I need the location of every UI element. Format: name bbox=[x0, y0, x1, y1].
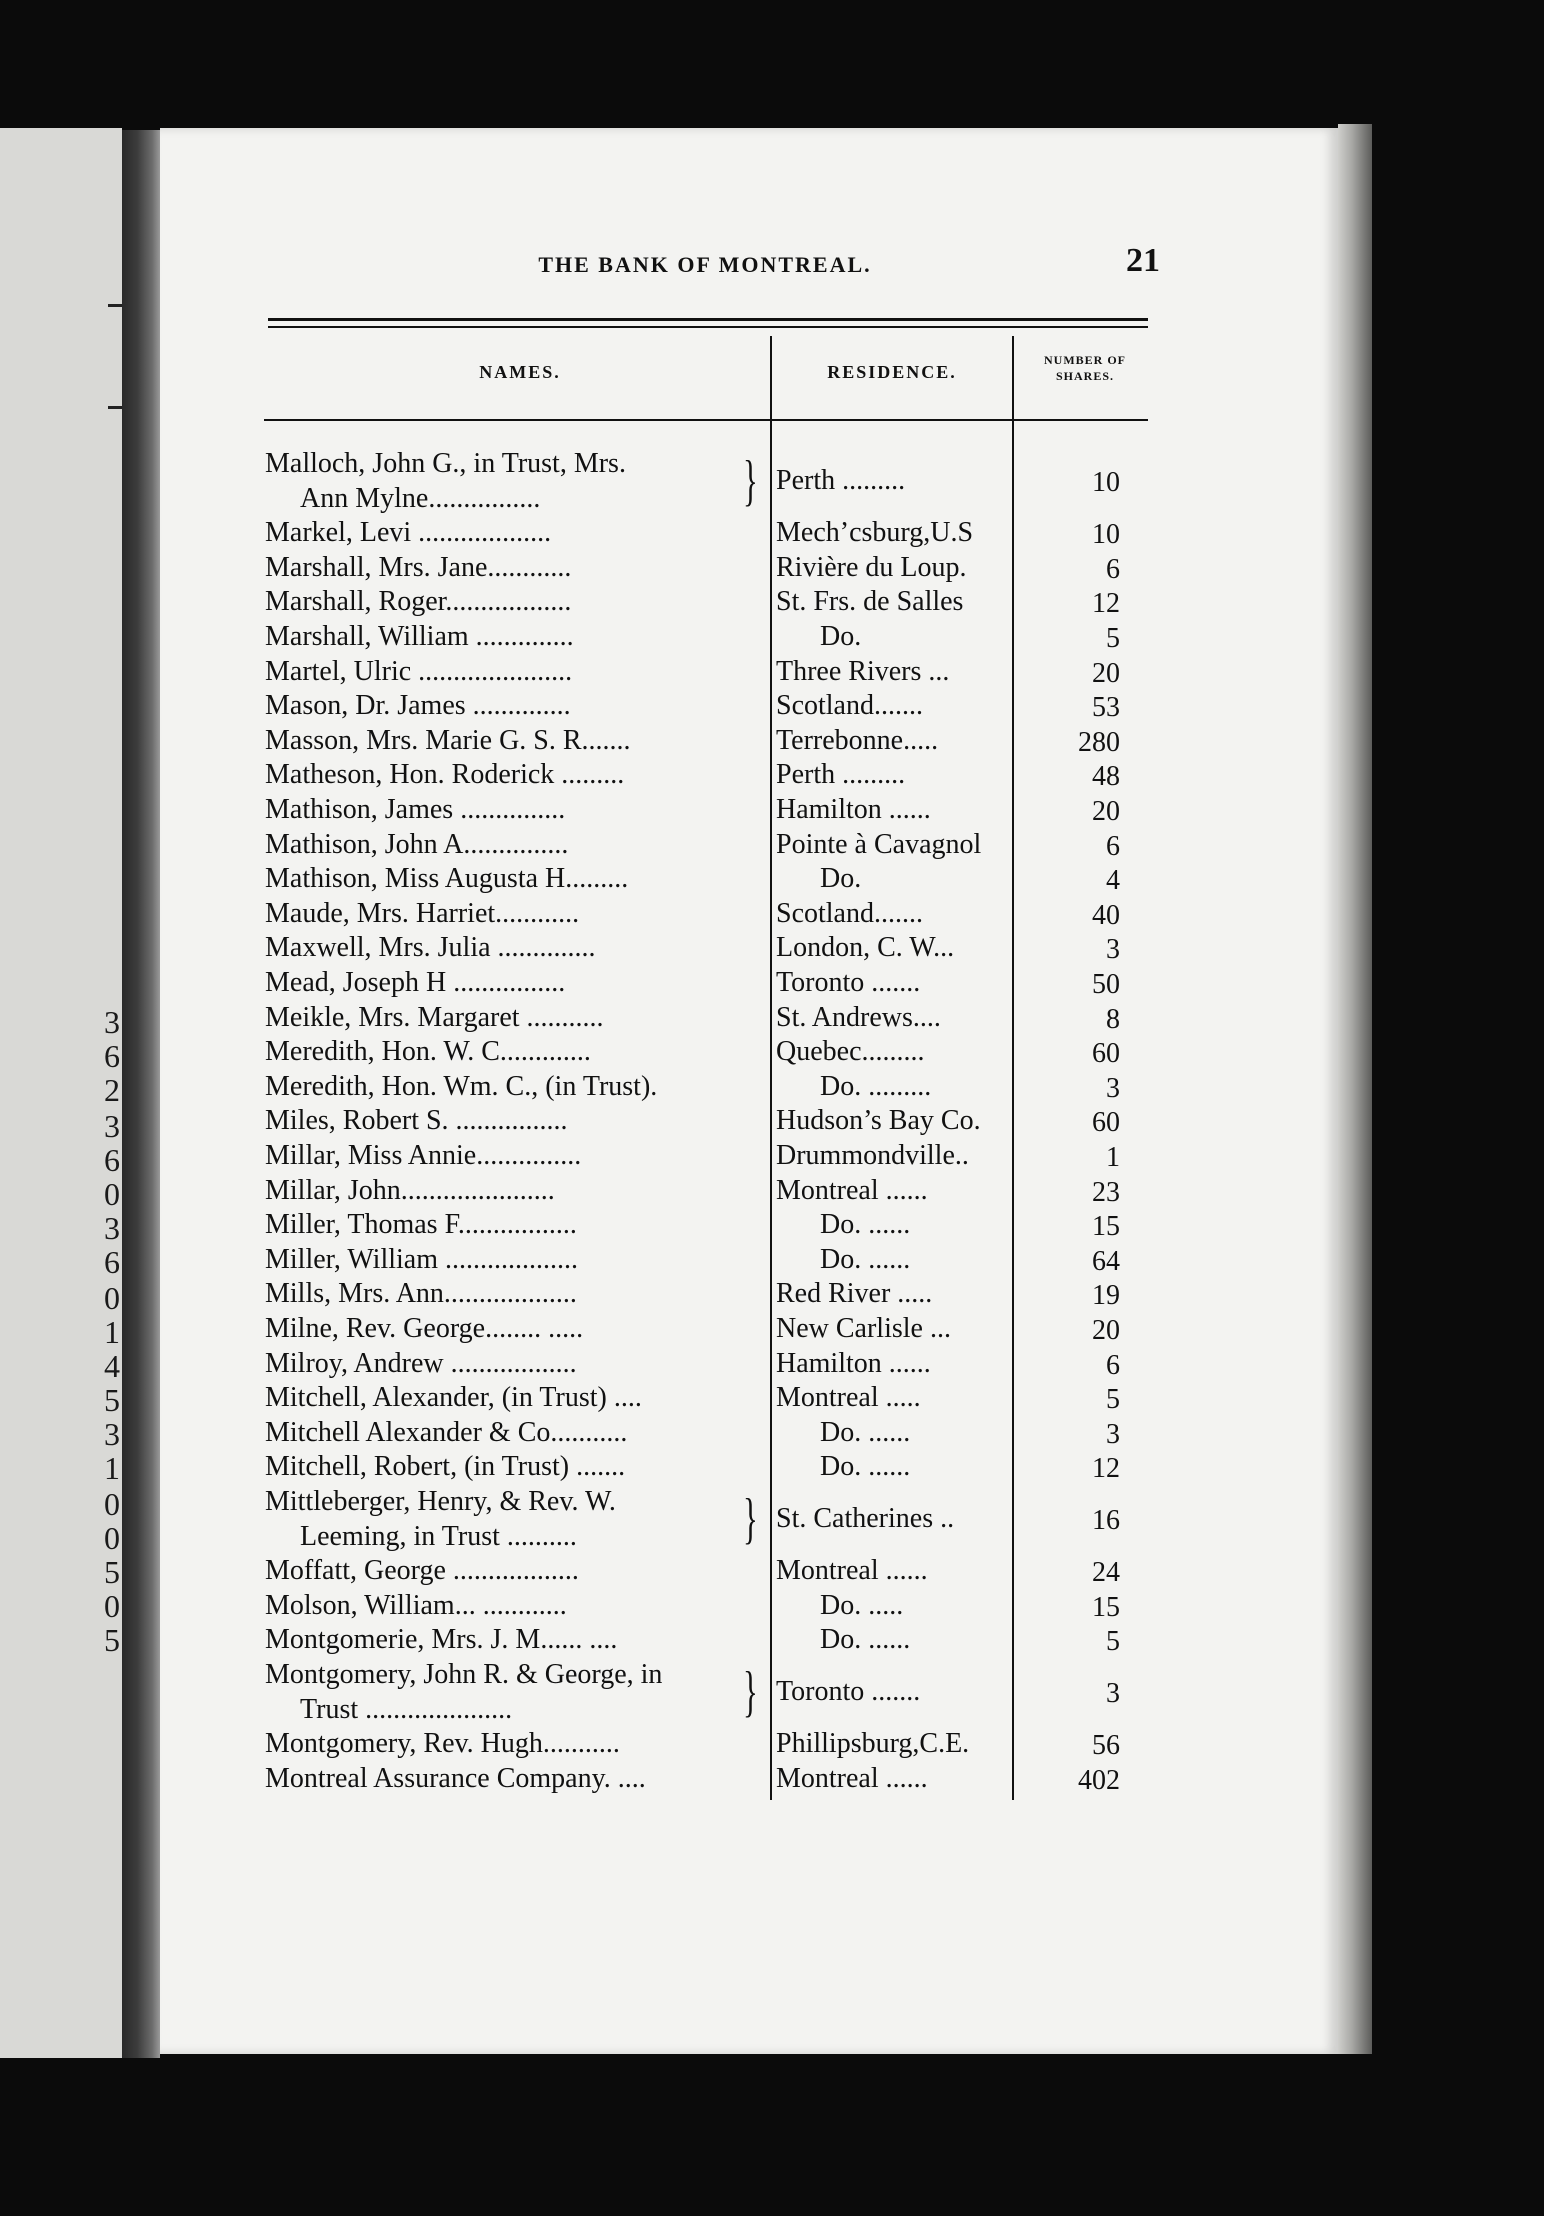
shareholder-name: Miller, William ................... bbox=[265, 1243, 578, 1275]
table-row bbox=[0, 621, 1544, 656]
table-row bbox=[0, 1624, 1544, 1659]
residence: Do. ...... bbox=[820, 1209, 911, 1241]
facing-page-fragment: 5 bbox=[104, 1382, 120, 1418]
facing-page-fragment: 3 bbox=[104, 1416, 120, 1452]
share-count: 8 bbox=[1106, 1003, 1120, 1035]
table-row bbox=[0, 1659, 1544, 1728]
share-count: 3 bbox=[1106, 1418, 1120, 1450]
residence: Do. ...... bbox=[820, 1624, 911, 1656]
share-count: 20 bbox=[1092, 796, 1120, 827]
residence: Hamilton ...... bbox=[776, 1347, 931, 1379]
table-row bbox=[0, 1763, 1544, 1798]
residence: Quebec......... bbox=[776, 1036, 925, 1068]
share-count: 10 bbox=[1092, 467, 1120, 499]
share-count: 1 bbox=[1106, 1142, 1120, 1173]
table-row bbox=[0, 656, 1544, 691]
shareholder-name: Markel, Levi ................... bbox=[265, 517, 552, 549]
facing-page-fragment: 6 bbox=[104, 1244, 120, 1280]
residence: Do. bbox=[820, 863, 862, 895]
shareholder-name: Montgomerie, Mrs. J. M...... .... bbox=[265, 1624, 618, 1656]
facing-page-fragment: 1 bbox=[104, 1314, 120, 1350]
facing-page-fragment: 0 bbox=[104, 1486, 120, 1522]
page-number: 21 bbox=[1126, 242, 1160, 279]
residence: Do. ...... bbox=[820, 1451, 911, 1483]
facing-page-fragment: 0 bbox=[104, 1588, 120, 1624]
table-row bbox=[0, 1590, 1544, 1625]
share-count: 64 bbox=[1092, 1245, 1120, 1277]
table-row bbox=[0, 1486, 1544, 1555]
residence: Terrebonne..... bbox=[776, 724, 939, 756]
shareholder-name: Montgomery, Rev. Hugh........... bbox=[265, 1728, 620, 1760]
share-count: 20 bbox=[1092, 1315, 1120, 1346]
shareholder-name: Marshall, Mrs. Jane............ bbox=[265, 551, 572, 583]
shareholder-name: Meikle, Mrs. Margaret ........... bbox=[265, 1001, 604, 1033]
table-row bbox=[0, 725, 1544, 760]
share-count: 56 bbox=[1092, 1730, 1120, 1762]
table-row bbox=[0, 794, 1544, 829]
table-row bbox=[0, 1451, 1544, 1486]
share-count: 3 bbox=[1106, 1072, 1120, 1104]
facing-page-fragment: 1 bbox=[104, 1450, 120, 1486]
shareholder-name: Meredith, Hon. W. C............. bbox=[265, 1036, 591, 1068]
residence: Perth ......... bbox=[776, 465, 906, 497]
residence: Drummondville.. bbox=[776, 1140, 969, 1171]
shareholder-name: Millar, Miss Annie............... bbox=[265, 1140, 582, 1171]
residence: St. Catherines .. bbox=[776, 1503, 955, 1535]
shareholder-name: Mathison, Miss Augusta H......... bbox=[265, 863, 629, 895]
share-count: 15 bbox=[1092, 1211, 1120, 1243]
brace-mark: } bbox=[743, 1661, 758, 1724]
table-row bbox=[0, 448, 1544, 517]
table-row bbox=[0, 517, 1544, 552]
residence: Scotland....... bbox=[776, 897, 923, 929]
brace-mark: } bbox=[743, 1488, 758, 1551]
shareholder-name: Mathison, John A............... bbox=[265, 828, 569, 860]
share-count: 402 bbox=[1078, 1764, 1120, 1796]
column-header-shares-line2: SHARES. bbox=[1055, 369, 1115, 383]
residence: Do. bbox=[820, 621, 862, 652]
shareholder-name: Mitchell, Robert, (in Trust) ....... bbox=[265, 1451, 626, 1483]
shareholder-name: Montgomery, John R. & George, in bbox=[265, 1659, 663, 1690]
shareholder-name: Molson, William... ............ bbox=[265, 1589, 567, 1621]
column-header-names: NAMES. bbox=[479, 362, 561, 382]
table-row bbox=[0, 690, 1544, 725]
share-count: 20 bbox=[1092, 657, 1120, 689]
column-header-residence: RESIDENCE. bbox=[827, 362, 957, 382]
residence: Montreal ...... bbox=[776, 1555, 928, 1587]
table-row bbox=[0, 1555, 1544, 1590]
residence: St. Frs. de Salles bbox=[776, 586, 964, 618]
facing-page-fragment: 6 bbox=[104, 1142, 120, 1178]
residence: Mech’csburg,U.S bbox=[776, 517, 974, 549]
shareholder-name: Maude, Mrs. Harriet............ bbox=[265, 897, 580, 929]
share-count: 12 bbox=[1092, 588, 1120, 620]
residence: Toronto ....... bbox=[776, 967, 921, 998]
share-count: 3 bbox=[1106, 934, 1120, 966]
shareholder-name: Maxwell, Mrs. Julia .............. bbox=[265, 932, 596, 964]
shareholder-name: Milne, Rev. George........ ..... bbox=[265, 1313, 584, 1344]
share-count: 60 bbox=[1092, 1038, 1120, 1070]
facing-page-fragment: 3 bbox=[104, 1108, 120, 1144]
table-row bbox=[0, 552, 1544, 587]
shareholder-name: Miller, Thomas F................. bbox=[265, 1209, 577, 1241]
shareholder-name: Montreal Assurance Company. .... bbox=[265, 1762, 646, 1794]
residence: New Carlisle ... bbox=[776, 1313, 951, 1344]
table-row bbox=[0, 898, 1544, 933]
table-row bbox=[0, 1278, 1544, 1316]
shareholder-name: Moffatt, George .................. bbox=[265, 1555, 579, 1587]
table-row bbox=[0, 1071, 1544, 1106]
shareholder-name-continued: Trust ..................... bbox=[300, 1693, 513, 1725]
table-row bbox=[0, 967, 1544, 1002]
share-count: 24 bbox=[1092, 1557, 1120, 1589]
share-count: 5 bbox=[1106, 1384, 1120, 1416]
shareholder-name: Malloch, John G., in Trust, Mrs. bbox=[265, 448, 626, 479]
share-count: 6 bbox=[1106, 553, 1120, 585]
share-count: 15 bbox=[1092, 1591, 1120, 1623]
shareholder-name: Millar, John...................... bbox=[265, 1174, 555, 1206]
shareholder-name: Matheson, Hon. Roderick ......... bbox=[265, 759, 625, 791]
column-header-shares bbox=[1018, 352, 1152, 384]
residence: Hamilton ...... bbox=[776, 794, 931, 825]
running-head: THE BANK OF MONTREAL. bbox=[538, 252, 872, 277]
share-count: 6 bbox=[1106, 830, 1120, 862]
shareholder-name: Milroy, Andrew .................. bbox=[265, 1347, 577, 1379]
residence: Rivière du Loup. bbox=[776, 551, 967, 583]
shareholder-name: Mitchell Alexander & Co........... bbox=[265, 1416, 628, 1448]
brace-mark: } bbox=[743, 450, 758, 513]
shareholder-name: Miles, Robert S. ................ bbox=[265, 1105, 568, 1137]
table-row bbox=[0, 1313, 1544, 1348]
share-count: 280 bbox=[1078, 726, 1120, 758]
shareholder-name: Mason, Dr. James .............. bbox=[265, 690, 571, 722]
share-count: 12 bbox=[1092, 1453, 1120, 1485]
table-row bbox=[0, 1175, 1544, 1210]
facing-page-fragment: 2 bbox=[104, 1072, 120, 1108]
table-row bbox=[0, 829, 1544, 864]
facing-page-rule bbox=[108, 406, 122, 409]
table-row bbox=[0, 1382, 1544, 1417]
residence: Do. ...... bbox=[820, 1243, 911, 1275]
residence: Scotland....... bbox=[776, 690, 923, 722]
table-row bbox=[0, 1105, 1544, 1144]
shareholder-name-continued: Ann Mylne................ bbox=[300, 482, 541, 514]
share-count: 10 bbox=[1092, 519, 1120, 551]
table-row bbox=[0, 1001, 1544, 1040]
table-row bbox=[0, 1728, 1544, 1763]
table-row bbox=[0, 1036, 1544, 1074]
share-count: 60 bbox=[1092, 1107, 1120, 1139]
facing-page-fragment: 6 bbox=[104, 1038, 120, 1074]
residence: St. Andrews.... bbox=[776, 1001, 941, 1033]
shareholder-name: Marshall, William .............. bbox=[265, 621, 574, 652]
share-count: 5 bbox=[1106, 623, 1120, 654]
facing-page-rule bbox=[108, 304, 122, 307]
shareholder-name: Mills, Mrs. Ann................... bbox=[265, 1278, 577, 1310]
column-header-rule bbox=[264, 419, 1148, 421]
residence: Hudson’s Bay Co. bbox=[776, 1105, 981, 1137]
residence: Pointe à Cavagnol bbox=[776, 828, 982, 860]
shareholder-name: Masson, Mrs. Marie G. S. R....... bbox=[265, 724, 631, 756]
shareholder-name-continued: Leeming, in Trust .......... bbox=[300, 1520, 577, 1552]
share-count: 16 bbox=[1092, 1505, 1120, 1537]
residence: Do. ...... bbox=[820, 1416, 911, 1448]
share-count: 6 bbox=[1106, 1349, 1120, 1381]
share-count: 50 bbox=[1092, 969, 1120, 1000]
header-rule-top bbox=[268, 318, 1148, 321]
facing-page-fragment: 5 bbox=[104, 1554, 120, 1590]
table-row bbox=[0, 1140, 1544, 1178]
table-row bbox=[0, 759, 1544, 794]
share-count: 23 bbox=[1092, 1176, 1120, 1208]
facing-page-fragment: 3 bbox=[104, 1004, 120, 1040]
residence: Montreal ..... bbox=[776, 1382, 921, 1414]
residence: Montreal ...... bbox=[776, 1174, 928, 1206]
table-row bbox=[0, 1209, 1544, 1244]
residence: Red River ..... bbox=[776, 1278, 933, 1310]
facing-page-fragment: 4 bbox=[104, 1348, 120, 1384]
shareholder-name: Mittleberger, Henry, & Rev. W. bbox=[265, 1486, 616, 1517]
share-count: 53 bbox=[1092, 692, 1120, 724]
shareholder-name: Mitchell, Alexander, (in Trust) .... bbox=[265, 1382, 642, 1414]
shareholder-name: Mead, Joseph H ................ bbox=[265, 967, 566, 998]
shareholder-name: Marshall, Roger.................. bbox=[265, 586, 572, 618]
table-row bbox=[0, 1348, 1544, 1383]
residence: Toronto ....... bbox=[776, 1676, 921, 1708]
table-row bbox=[0, 932, 1544, 967]
header-rule-bottom bbox=[268, 326, 1148, 328]
share-count: 5 bbox=[1106, 1626, 1120, 1658]
shareholder-name: Martel, Ulric ...................... bbox=[265, 655, 573, 687]
share-count: 3 bbox=[1106, 1678, 1120, 1710]
shareholder-name: Meredith, Hon. Wm. C., (in Trust). bbox=[265, 1070, 658, 1102]
column-header-shares-line1: NUMBER OF bbox=[1044, 353, 1126, 367]
share-count: 40 bbox=[1092, 899, 1120, 931]
residence: London, C. W... bbox=[776, 932, 955, 964]
share-count: 48 bbox=[1092, 761, 1120, 793]
residence: Three Rivers ... bbox=[776, 655, 950, 687]
table-row bbox=[0, 1417, 1544, 1452]
residence: Montreal ...... bbox=[776, 1762, 928, 1794]
facing-page-fragment: 3 bbox=[104, 1210, 120, 1246]
residence: Phillipsburg,C.E. bbox=[776, 1728, 970, 1760]
shareholder-name: Mathison, James ............... bbox=[265, 794, 566, 825]
table-row bbox=[0, 1244, 1544, 1279]
residence: Do. ......... bbox=[820, 1070, 932, 1102]
facing-page-fragment: 0 bbox=[104, 1520, 120, 1556]
facing-page-fragment: 0 bbox=[104, 1280, 120, 1316]
facing-page-fragment: 0 bbox=[104, 1176, 120, 1212]
residence: Do. ..... bbox=[820, 1589, 904, 1621]
share-count: 4 bbox=[1106, 865, 1120, 897]
share-count: 19 bbox=[1092, 1280, 1120, 1312]
residence: Perth ......... bbox=[776, 759, 906, 791]
table-row bbox=[0, 863, 1544, 898]
facing-page-fragment: 5 bbox=[104, 1622, 120, 1658]
table-row bbox=[0, 586, 1544, 621]
